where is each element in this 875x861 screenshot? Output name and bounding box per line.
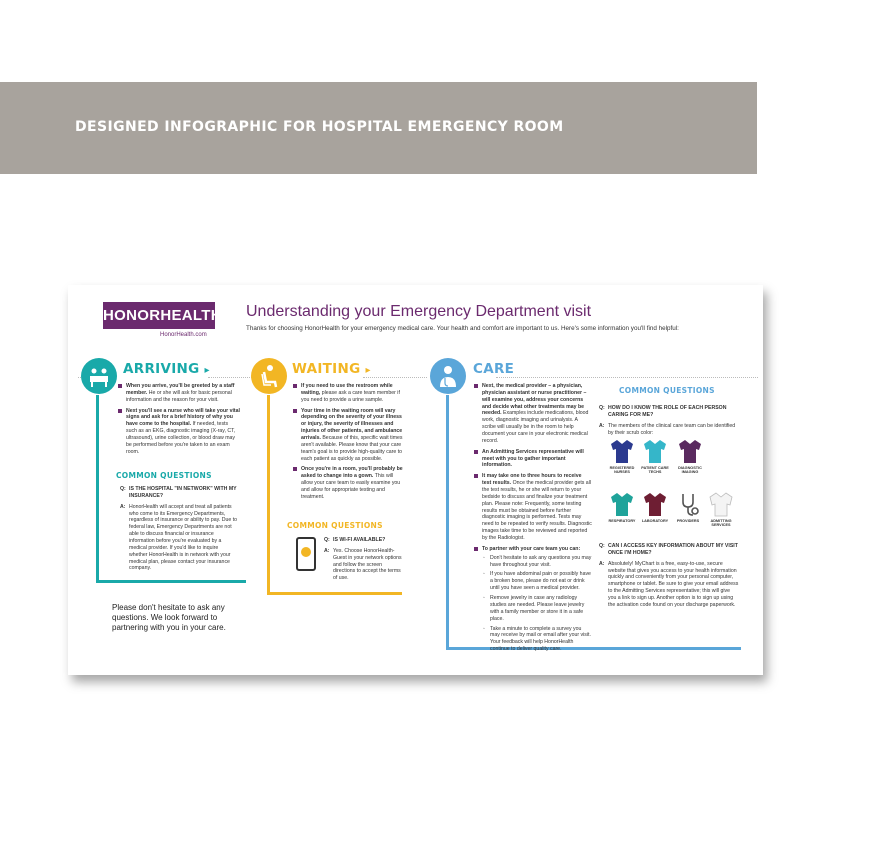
scrub-diagnostic-imaging: DIAGNOSTIC IMAGING	[675, 438, 705, 474]
care-title: CARE	[473, 361, 515, 377]
waiting-qa: Q: IS WI-FI AVAILABLE? A: Yes. Choose HonorHealth-Guest in your network options and follow the screen directions to accept the terms of use.	[324, 537, 402, 582]
scrub-admitting-services: ADMITTING SERVICES	[706, 491, 736, 527]
list-item: Next you'll see a nurse who will take your vital signs and ask for a brief history of why you have come to the hospital. If needed, tests such as an EKG, diagnostic imaging (X-ray, CT, ultrasound), urine collection, or blood draw may be performed before you're taken to an exam room.	[118, 408, 240, 456]
waiting-icon	[251, 358, 287, 394]
care-icon	[430, 358, 466, 394]
list-item: When you arrive, you'll be greeted by a staff member. He or she will ask for basic personal information and the reason for your visit.	[118, 383, 240, 404]
banner	[0, 82, 757, 174]
list-item: Next, the medical provider – a physician, physician assistant or nurse practitioner – will examine you, address your concerns and decide what other treatments may be needed. Examples include medications, blood work, diagnostic imaging and urinalysis. A scribe will usually be in the room to help document your care in your electronic medical record.	[474, 383, 592, 445]
waiting-common-questions: COMMON QUESTIONS	[287, 521, 383, 530]
page-intro: Thanks for choosing HonorHealth for your emergency medical care. Your health and comfort are important to us. Here's some information you'll find helpful:	[246, 325, 679, 332]
infographic-sheet	[68, 285, 763, 675]
honorhealth-logo: HONORHEALTH	[103, 302, 215, 329]
list-item: It may take one to three hours to receive test results. Once the medical provider gets all the test results, he or she will return to your bedside to discuss and finalize your treatment plan. Please note: Frequently, some testing results must be obtained before further diagnostic imaging is performed. Tests may need to be repeated to verify results. Diagnostic images take time to be reviewed and reported by the Radiologist.	[474, 473, 592, 542]
dotted-divider	[363, 377, 427, 378]
arriving-bullets	[118, 383, 240, 460]
closing-note: Please don't hesitate to ask any questions. We look forward to partnering with you in your care.	[112, 603, 226, 632]
care-bullets	[474, 383, 592, 657]
dotted-divider	[496, 377, 758, 378]
arriving-title: ARRIVING ▸	[123, 361, 210, 377]
page-title: Understanding your Emergency Department visit	[246, 303, 592, 320]
care-qa-1: Q: HOW DO I KNOW THE ROLE OF EACH PERSON CARING FOR ME? A: The members of the clinical care team can be identified by their scrub color:	[599, 405, 736, 436]
list-item: ◦ Take a minute to complete a survey you may receive by mail or email after your visit. Your feedback will help HonorHealth continue to deliver quality care.	[482, 626, 592, 653]
arriving-icon	[81, 358, 117, 394]
scrub-respiratory: RESPIRATORY	[607, 491, 637, 523]
waiting-line	[267, 395, 270, 595]
list-item: ◦ Don't hesitate to ask any questions you may have throughout your visit.	[482, 555, 592, 569]
waiting-title: WAITING ▸	[292, 361, 371, 377]
arriving-line	[96, 580, 246, 583]
phone-wifi-icon	[296, 537, 316, 571]
arriving-common-questions: COMMON QUESTIONS	[116, 471, 212, 480]
logo-url: HonorHealth.com	[160, 332, 207, 338]
dotted-divider	[208, 377, 252, 378]
care-qa-2: Q: CAN I ACCESS KEY INFORMATION ABOUT MY VISIT ONCE I'M HOME? A: Absolutely! MyChart is a free, easy-to-use, secure website that gives you access to your health information quickly and conveniently from your personal computer, smartphone or tablet. Be sure to give your email address to the Admitting Services representative; this will give you a link to sign up. Another option is to sign up using the activation code found on your discharge paperwork.	[599, 543, 739, 608]
scrub-laboratory: LABORATORY	[640, 491, 670, 523]
care-common-questions: COMMON QUESTIONS	[619, 386, 715, 395]
care-line	[446, 395, 449, 650]
arriving-qa: Q: IS THE HOSPITAL "IN NETWORK" WITH MY INSURANCE? A: HonorHealth will accept and treat all patients who come to its Emergency Departments, regardless of insurance or ability to pay. Due to federal law, Emergency Departments are not able to discuss financial or insurance information before you're evaluated by a medical provider. If you'd like to inquire whether HonorHealth is in network with your medical plan, please contact your insurance company.	[120, 486, 238, 572]
arriving-line	[96, 395, 99, 583]
scrub-registered-nurses: REGISTERED NURSES	[607, 438, 637, 474]
banner-title: DESIGNED INFOGRAPHIC FOR HOSPITAL EMERGENCY ROOM	[75, 119, 564, 135]
waiting-line	[267, 592, 402, 595]
list-item: To partner with your care team you can: ◦ Don't hesitate to ask any questions you may have throughout your visit. ◦ If you have abdominal pain or possibly have a broken bone, please do not eat or drink until you have seen a medical provider. ◦ Remove jewelry in case any radiology studies are needed. Please leave jewelry with a family member or store it in a safe place. ◦ Take a minute to complete a survey you may receive by mail or email after your visit. Your feedback will help HonorHealth continue to deliver quality care.	[474, 546, 592, 653]
stethoscope-icon: PROVIDERS	[673, 491, 703, 523]
waiting-bullets	[293, 383, 405, 505]
scrub-patient-care-techs: PATIENT CARE TECHS	[640, 438, 670, 474]
list-item: An Admitting Services representative will meet with you to gather important information.	[474, 449, 592, 470]
list-item: If you need to use the restroom while waiting, please ask a care team member if you need to provide a urine sample.	[293, 383, 405, 404]
list-item: ◦ If you have abdominal pain or possibly have a broken bone, please do not eat or drink until you have seen a medical provider.	[482, 571, 592, 592]
list-item: Once you're in a room, you'll probably be asked to change into a gown. This will allow your care team to easily examine you and allow for appropriate testing and treatment.	[293, 466, 405, 500]
list-item: ◦ Remove jewelry in case any radiology studies are needed. Please leave jewelry with a family member or store it in a safe place.	[482, 595, 592, 622]
list-item: Your time in the waiting room will vary depending on the severity of your illness or injury, the severity of illnesses and injuries of other patients, and ambulance arrivals. Because of this, specific wait times aren't available. Please know that your care team's goal is to provide high-quality care to each patient as quickly as possible.	[293, 408, 405, 463]
